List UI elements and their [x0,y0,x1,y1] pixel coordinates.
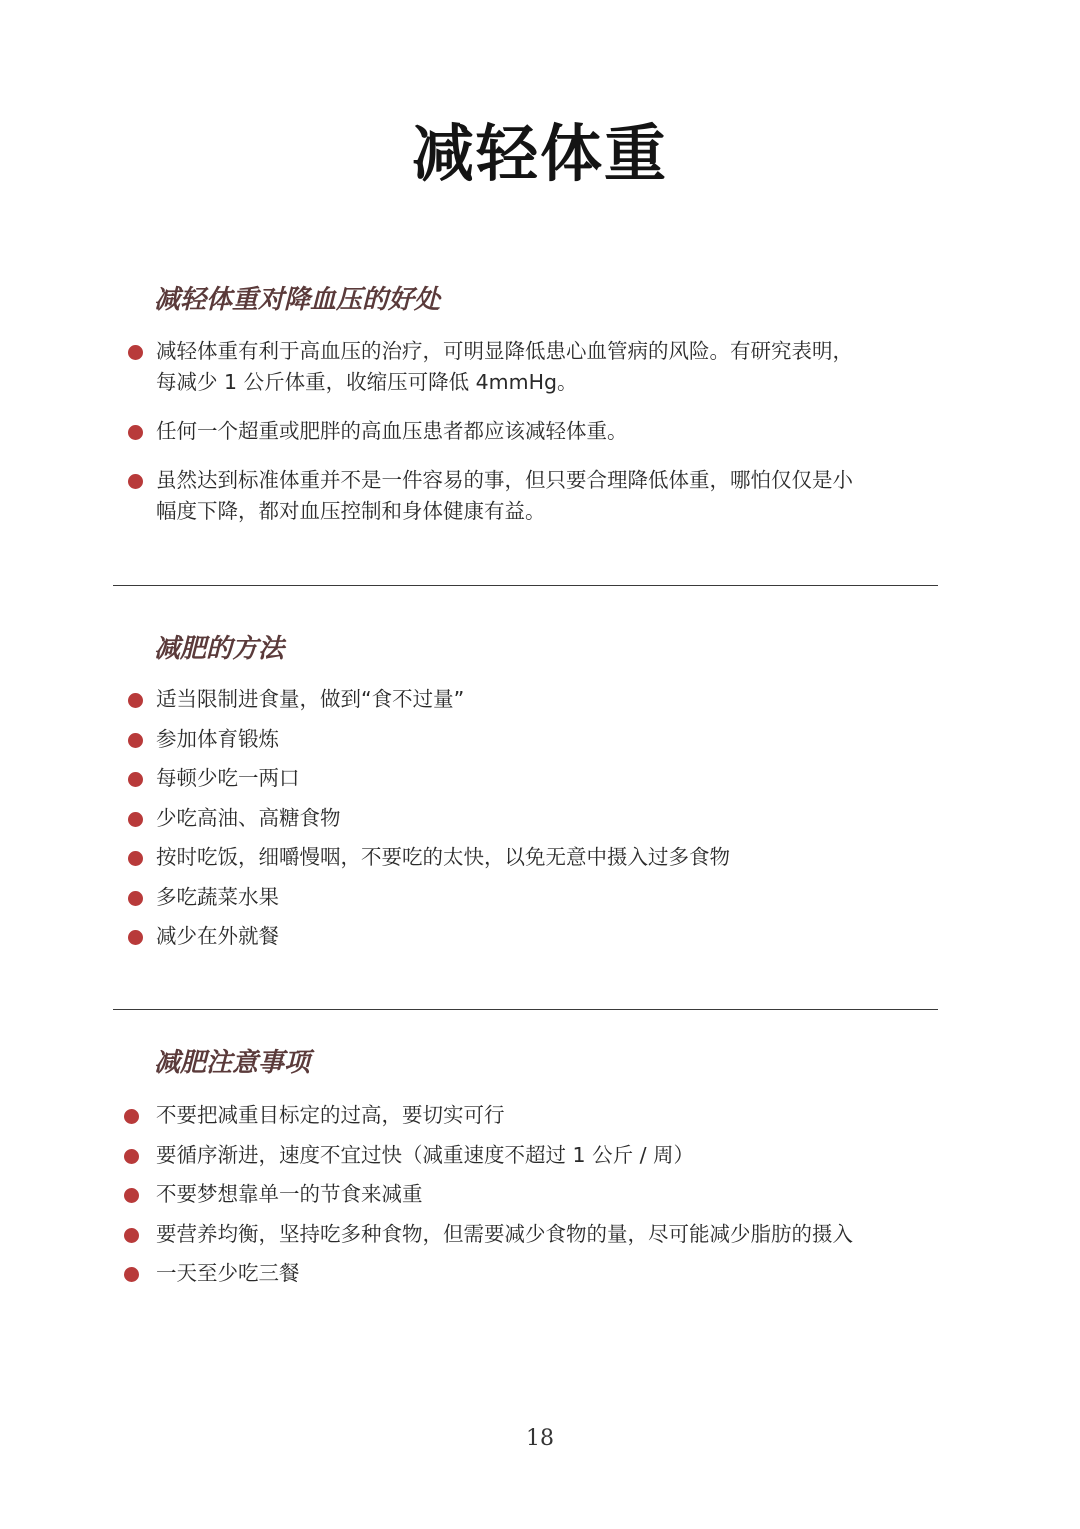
list-item-text: 任何一个超重或肥胖的高血压患者都应该减轻体重。 [156,419,628,443]
list-item-text: 不要梦想靠单一的节食来减重 [156,1182,423,1206]
list-item-text: 虽然达到标准体重并不是一件容易的事，但只要合理降低体重，哪怕仅仅是小幅度下降，都对血压控制和身体健康有益。 [156,468,853,523]
page-title: 减轻体重 [411,117,668,190]
list-item [124,1258,974,1289]
list-item-text: 要循序渐进，速度不宜过快（减重速度不超过 1 公斤 / 周） [156,1142,695,1167]
list-item [128,336,868,398]
list-item [124,1100,974,1131]
list-item [128,416,868,447]
section-heading-notes: 减肥注意事项 [154,1048,311,1078]
bullet-dot-icon [124,1109,139,1124]
bullet-dot-icon [128,733,143,748]
bullet-dot-icon [124,1149,139,1164]
bullet-dot-icon [128,812,143,827]
list-item-text: 不要把减重目标定的过高，要切实可行 [156,1103,505,1127]
list-item [128,803,948,834]
bullet-dot-icon [128,474,143,489]
list-item [128,763,948,794]
list-item-text: 要营养均衡，坚持吃多种食物，但需要减少食物的量，尽可能减少脂肪的摄入 [156,1221,853,1246]
list-item-text: 一天至少吃三餐 [156,1261,300,1285]
bullet-dot-icon [128,851,143,866]
list-item [128,882,948,913]
section-heading-methods: 减肥的方法 [154,634,285,664]
section-divider [113,585,938,586]
bullet-dot-icon [128,772,143,787]
page-number: 18 [526,1426,554,1451]
bullet-dot-icon [128,891,143,906]
list-item [128,921,948,952]
list-item [124,1140,974,1171]
list-item-text: 减轻体重有利于高血压的治疗，可明显降低患心血管病的风险。有研究表明，每减少 1 公斤体重，收缩压可降低 4mmHg。 [156,339,853,394]
bullet-dot-icon [128,930,143,945]
list-item-text: 减少在外就餐 [156,924,279,948]
list-item-text: 按时吃饭，细嚼慢咽，不要吃的太快，以免无意中摄入过多食物 [156,845,730,869]
list-item [128,842,948,873]
methods-list [128,684,948,952]
section-divider [113,1009,938,1010]
list-item-text: 少吃高油、高糖食物 [156,805,341,830]
notes-list [124,1100,974,1289]
list-item-text: 多吃蔬菜水果 [156,884,279,909]
bullet-dot-icon [128,425,143,440]
bullet-dot-icon [128,345,143,360]
list-item [124,1219,974,1250]
list-item-text: 适当限制进食量，做到“食不过量” [156,687,465,711]
bullet-dot-icon [128,693,143,708]
list-item [128,684,948,715]
list-item-text: 每顿少吃一两口 [156,766,300,790]
list-item-text: 参加体育锻炼 [156,726,279,751]
benefits-list [128,336,868,527]
list-item [124,1179,974,1210]
list-item [128,465,868,527]
bullet-dot-icon [124,1228,139,1243]
bullet-dot-icon [124,1188,139,1203]
section-heading-benefits: 减轻体重对降血压的好处 [154,285,441,315]
list-item [128,724,948,755]
bullet-dot-icon [124,1267,139,1282]
